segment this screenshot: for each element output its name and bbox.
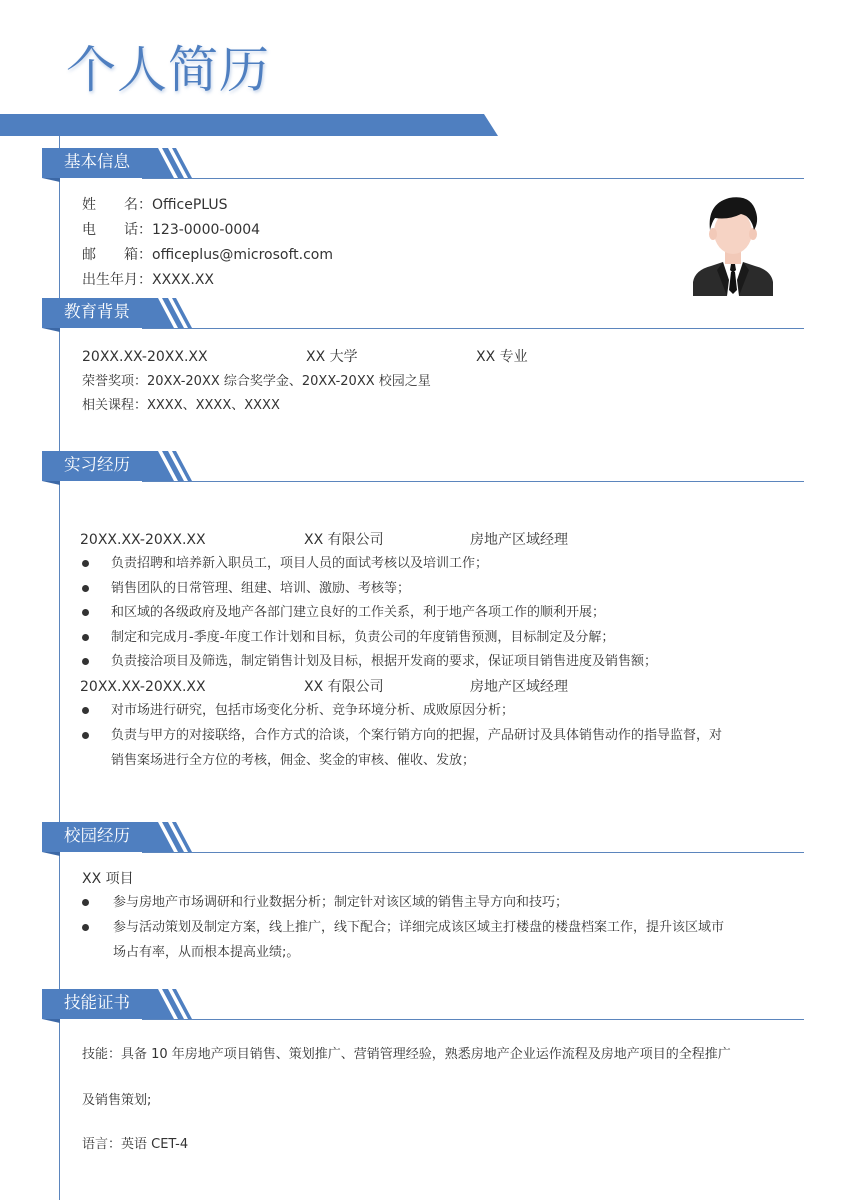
list-item: 对市场进行研究，包括市场变化分析、竞争环境分析、成败原因分析；: [111, 703, 515, 718]
job-entry: [80, 531, 780, 549]
section-title: 实习经历: [64, 455, 130, 474]
field-label: 电 话：: [82, 222, 152, 238]
bullet-icon: [82, 560, 89, 567]
field-value: officeplus@microsoft.com: [152, 247, 333, 263]
list-item: 销售团队的日常管理、组建、培训、激励、考核等；: [111, 581, 411, 596]
bullet-icon: [82, 732, 89, 739]
list-item: 制定和完成月-季度-年度工作计划和目标，负责公司的年度销售预测，目标制定及分解；: [111, 630, 615, 645]
list-item: 负责接洽项目及筛选，制定销售计划及目标，根据开发商的要求，保证项目销售进度及销售额；: [111, 654, 658, 669]
section-header-education: [42, 298, 804, 336]
field-value: OfficePLUS: [152, 197, 228, 213]
bullet-icon: [82, 924, 89, 931]
job-position: 房地产区域经理: [470, 679, 568, 695]
section-rule: [142, 178, 804, 179]
section-header-campus: [42, 822, 804, 860]
education-school: XX 大学: [306, 349, 358, 365]
bullet-icon: [82, 609, 89, 616]
job-company: XX 有限公司: [304, 679, 384, 695]
job-period: 20XX.XX-20XX.XX: [80, 679, 206, 695]
bullet-icon: [82, 634, 89, 641]
field-phone: [82, 221, 260, 239]
section-title: 基本信息: [64, 152, 130, 171]
job-position: 房地产区域经理: [470, 532, 568, 548]
job-company: XX 有限公司: [304, 532, 384, 548]
education-courses: 相关课程：XXXX、XXXX、XXXX: [82, 398, 280, 413]
timeline-rail: [59, 136, 60, 1200]
list-item-continuation: 场占有率，从而根本提高业绩;。: [113, 945, 300, 960]
language-text: 语言：英语 CET-4: [82, 1137, 189, 1152]
bullet-icon: [82, 658, 89, 665]
skills-text-continuation: 及销售策划;: [82, 1093, 152, 1108]
education-period: 20XX.XX-20XX.XX: [82, 349, 208, 365]
section-header-internship: [42, 451, 804, 489]
job-entry: [80, 678, 780, 696]
campus-project: XX 项目: [82, 871, 134, 887]
title-banner: [0, 114, 498, 136]
section-title: 技能证书: [64, 993, 130, 1012]
list-item: 负责与甲方的对接联络，合作方式的洽谈，个案行销方向的把握，产品研讨及具体销售动作的指导监督，对: [111, 728, 723, 743]
section-title: 校园经历: [64, 826, 130, 845]
field-label: 邮 箱：: [82, 247, 152, 263]
education-major: XX 专业: [476, 349, 528, 365]
list-item: 参与活动策划及制定方案，线上推广，线下配合；详细完成该区域主打楼盘的楼盘档案工作，提升该区域市: [113, 920, 725, 935]
section-rule: [142, 328, 804, 329]
section-header-skills: [42, 989, 804, 1027]
bullet-icon: [82, 585, 89, 592]
field-birth: [82, 271, 214, 289]
education-entry: [82, 348, 782, 366]
person-avatar-icon: [693, 190, 773, 296]
field-name: [82, 196, 228, 214]
section-rule: [142, 481, 804, 482]
list-item-continuation: 销售案场进行全方位的考核，佣金、奖金的审核、催收、发放；: [111, 753, 476, 768]
section-rule: [142, 1019, 804, 1020]
section-rule: [142, 852, 804, 853]
list-item: 参与房地产市场调研和行业数据分析；制定针对该区域的销售主导方向和技巧；: [113, 895, 569, 910]
job-period: 20XX.XX-20XX.XX: [80, 532, 206, 548]
education-honors: 荣誉奖项：20XX-20XX 综合奖学金、20XX-20XX 校园之星: [82, 374, 431, 389]
skills-text: 技能：具备 10 年房地产项目销售、策划推广、营销管理经验，熟悉房地产企业运作流程及房地产项目的全程推广: [82, 1047, 731, 1062]
field-value: 123-0000-0004: [152, 222, 261, 238]
bullet-icon: [82, 707, 89, 714]
page-title: 个人简历: [66, 41, 270, 99]
list-item: 和区域的各级政府及地产各部门建立良好的工作关系，利于地产各项工作的顺利开展；: [111, 605, 606, 620]
field-value: XXXX.XX: [152, 272, 214, 288]
bullet-icon: [82, 899, 89, 906]
section-header-basic-info: [42, 148, 804, 186]
list-item: 负责招聘和培养新入职员工，项目人员的面试考核以及培训工作；: [111, 556, 489, 571]
field-label: 出生年月：: [82, 272, 152, 288]
section-title: 教育背景: [64, 302, 130, 321]
field-label: 姓 名：: [82, 197, 152, 213]
field-email: [82, 246, 333, 264]
